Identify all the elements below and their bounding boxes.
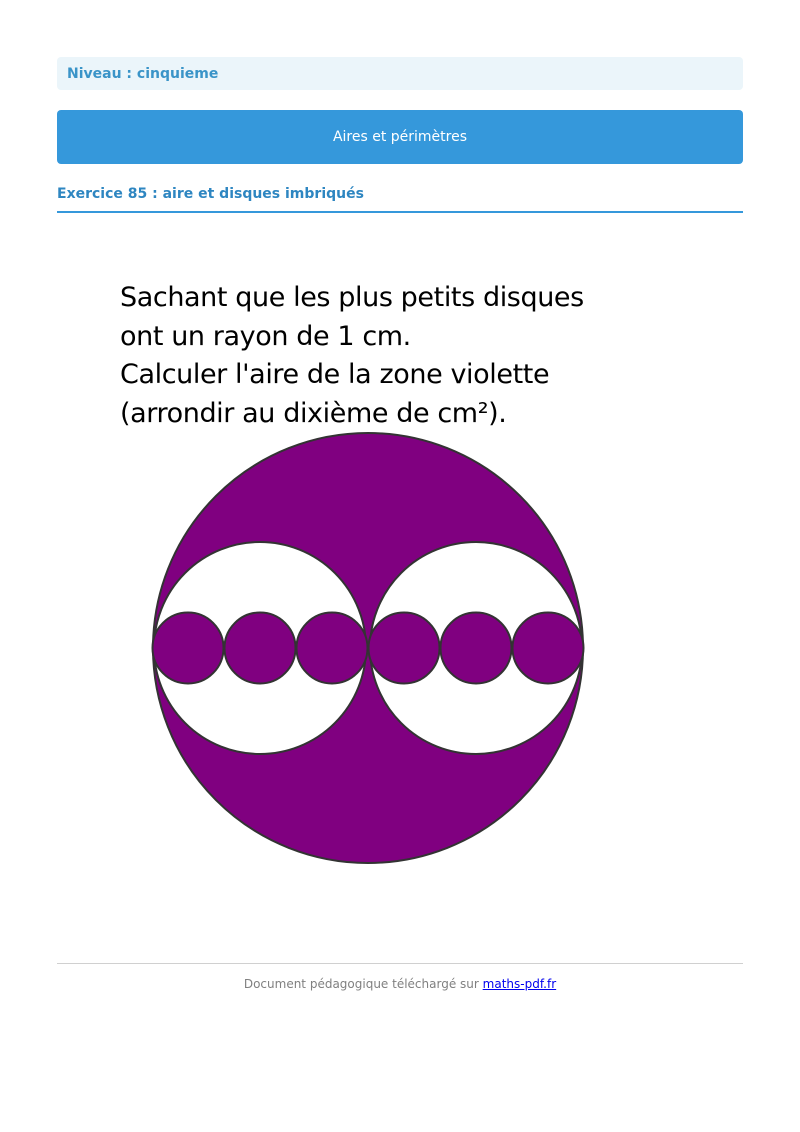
- statement-line: Sachant que les plus petits disques: [120, 282, 584, 313]
- problem-statement: [120, 279, 680, 433]
- footer: [57, 977, 743, 991]
- footer-text: Document pédagogique téléchargé sur: [243, 977, 479, 991]
- topic-title: Aires et périmètres: [332, 129, 468, 145]
- level-label: Niveau : cinquieme: [67, 65, 219, 82]
- footer-divider: [57, 963, 743, 964]
- topic-banner: [57, 110, 743, 164]
- statement-line: ont un rayon de 1 cm.: [120, 320, 411, 352]
- small-disk: [369, 613, 440, 684]
- nested-disks-figure: [140, 425, 600, 885]
- small-disk: [297, 613, 368, 684]
- level-box: [57, 57, 743, 90]
- statement-line: Calculer l'aire de la zone violette: [120, 359, 550, 390]
- exercise-title: Exercice 85 : aire et disques imbriqués: [57, 186, 743, 213]
- small-disk: [441, 613, 512, 684]
- statement-line: (arrondir au dixième de cm²).: [120, 397, 507, 429]
- small-disk: [225, 613, 296, 684]
- footer-link[interactable]: maths-pdf.fr: [482, 977, 557, 991]
- small-disk: [513, 613, 584, 684]
- small-disk: [153, 613, 224, 684]
